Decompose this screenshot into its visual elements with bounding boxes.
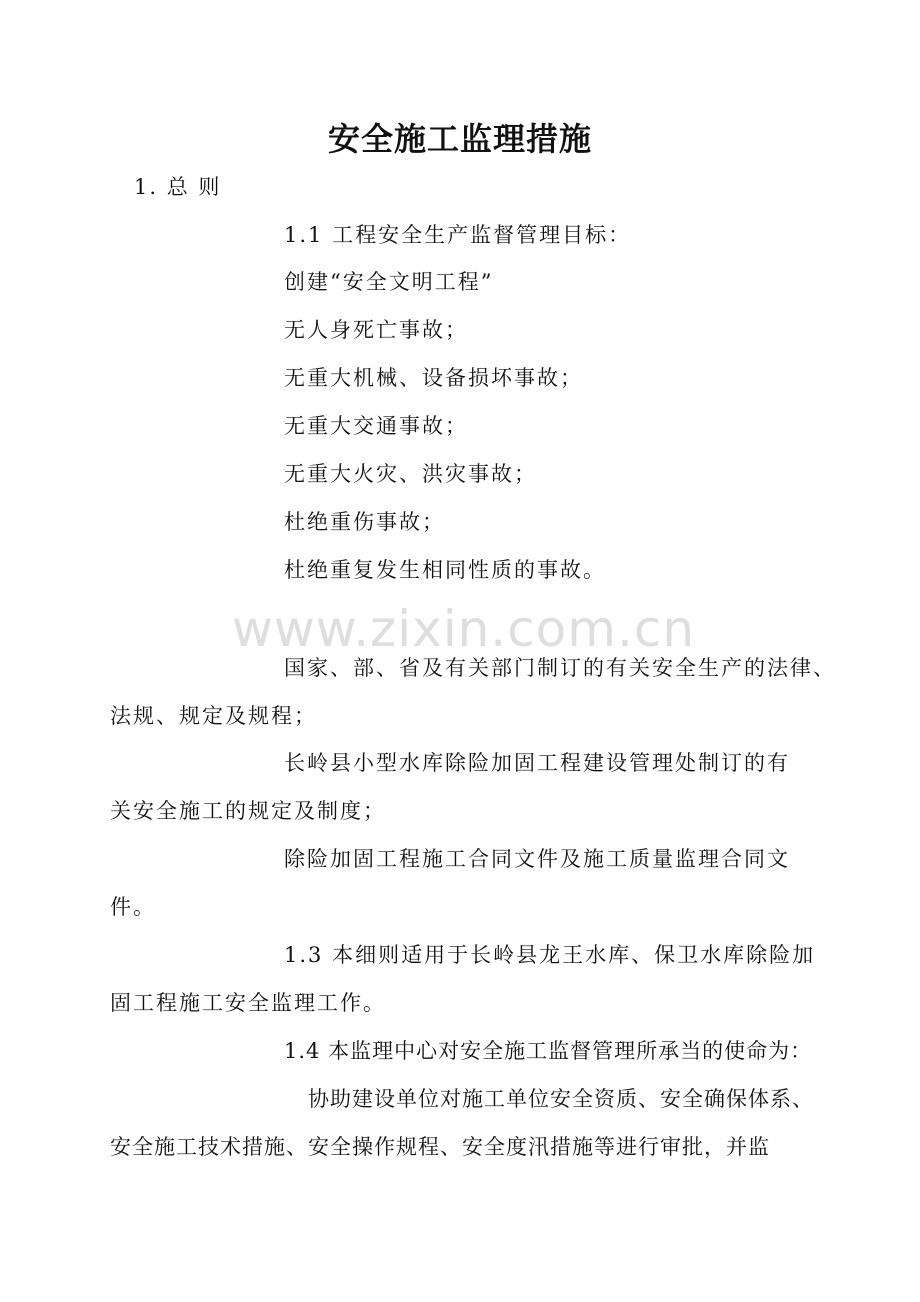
scope-line: 固工程施工安全监理工作。 xyxy=(110,991,386,1015)
mission-line: 协助建设单位对施工单位安全资质、安全确保体系、 xyxy=(308,1087,814,1111)
basis-line: 法规、规定及规程； xyxy=(110,704,317,728)
goal-item: 杜绝重复发生相同性质的事故。 xyxy=(284,558,606,582)
scope-line: 1.3 本细则适用于长岭县龙王水库、保卫水库除险加 xyxy=(284,943,816,967)
watermark-text: www.zixin.com.cn xyxy=(232,600,696,658)
section-heading: 1. 总 则 xyxy=(134,175,222,199)
goal-item: 无重大火灾、洪灾事故； xyxy=(284,462,537,486)
basis-line: 国家、部、省及有关部门制订的有关安全生产的法律、 xyxy=(284,656,836,680)
document-title: 安全施工监理措施 xyxy=(327,120,592,158)
goals-intro: 1.1 工程安全生产监督管理目标： xyxy=(284,223,632,247)
goal-item: 无人身死亡事故； xyxy=(284,318,468,342)
basis-line: 除险加固工程施工合同文件及施工质量监理合同文 xyxy=(284,847,790,871)
mission-line: 安全施工技术措施、安全操作规程、安全度汛措施等进行审批，并监 xyxy=(110,1135,770,1159)
goal-item: 杜绝重伤事故； xyxy=(284,510,445,534)
basis-line: 长岭县小型水库除险加固工程建设管理处制订的有 xyxy=(284,751,790,775)
goal-item: 无重大交通事故； xyxy=(284,414,468,438)
basis-line: 件。 xyxy=(110,895,156,919)
basis-line: 关安全施工的规定及制度； xyxy=(110,799,386,823)
goal-item: 无重大机械、设备损坏事故； xyxy=(284,366,583,390)
mission-intro: 1.4 本监理中心对安全施工监督管理所承当的使命为： xyxy=(284,1039,813,1063)
goal-item: 创建“安全文明工程” xyxy=(284,270,494,294)
